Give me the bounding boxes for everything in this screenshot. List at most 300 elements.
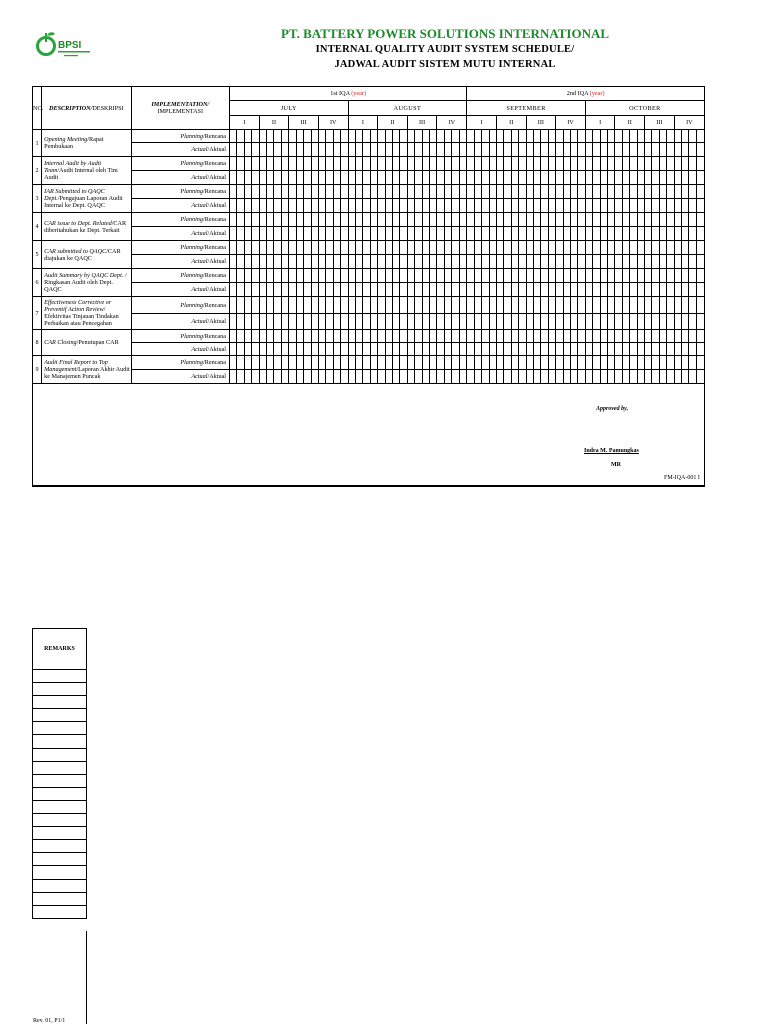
- actual-cell[interactable]: [667, 199, 674, 213]
- planning-cell[interactable]: [519, 130, 526, 143]
- planning-cell[interactable]: [237, 241, 244, 255]
- planning-cell[interactable]: [407, 157, 414, 171]
- actual-cell[interactable]: [430, 171, 437, 185]
- actual-cell[interactable]: [608, 227, 615, 241]
- planning-cell[interactable]: [511, 213, 518, 227]
- actual-cell[interactable]: [667, 283, 674, 297]
- remarks-cell[interactable]: [33, 814, 87, 827]
- planning-cell[interactable]: [696, 213, 704, 227]
- actual-cell[interactable]: [674, 227, 681, 241]
- actual-cell[interactable]: [593, 314, 600, 330]
- planning-cell[interactable]: [682, 213, 689, 227]
- actual-cell[interactable]: [378, 143, 385, 157]
- planning-cell[interactable]: [541, 213, 548, 227]
- actual-cell[interactable]: [600, 343, 607, 356]
- actual-cell[interactable]: [311, 227, 318, 241]
- actual-cell[interactable]: [689, 227, 696, 241]
- actual-cell[interactable]: [689, 143, 696, 157]
- planning-cell[interactable]: [311, 241, 318, 255]
- actual-cell[interactable]: [511, 227, 518, 241]
- planning-cell[interactable]: [348, 185, 355, 199]
- actual-cell[interactable]: [608, 370, 615, 384]
- actual-cell[interactable]: [696, 199, 704, 213]
- actual-cell[interactable]: [593, 199, 600, 213]
- planning-cell[interactable]: [333, 297, 340, 314]
- actual-cell[interactable]: [437, 143, 444, 157]
- planning-cell[interactable]: [444, 269, 451, 283]
- planning-cell[interactable]: [652, 157, 659, 171]
- actual-cell[interactable]: [541, 227, 548, 241]
- actual-cell[interactable]: [252, 283, 259, 297]
- planning-cell[interactable]: [637, 297, 644, 314]
- planning-cell[interactable]: [570, 356, 577, 370]
- planning-cell[interactable]: [600, 297, 607, 314]
- actual-cell[interactable]: [407, 343, 414, 356]
- planning-cell[interactable]: [430, 269, 437, 283]
- actual-cell[interactable]: [415, 199, 422, 213]
- actual-cell[interactable]: [267, 227, 274, 241]
- planning-cell[interactable]: [304, 157, 311, 171]
- planning-cell[interactable]: [259, 297, 266, 314]
- actual-cell[interactable]: [452, 343, 459, 356]
- planning-cell[interactable]: [289, 297, 296, 314]
- planning-cell[interactable]: [289, 213, 296, 227]
- actual-cell[interactable]: [452, 314, 459, 330]
- actual-cell[interactable]: [622, 283, 629, 297]
- actual-cell[interactable]: [630, 255, 637, 269]
- actual-cell[interactable]: [504, 143, 511, 157]
- planning-cell[interactable]: [392, 269, 399, 283]
- planning-cell[interactable]: [430, 297, 437, 314]
- planning-cell[interactable]: [489, 330, 496, 343]
- planning-cell[interactable]: [415, 213, 422, 227]
- planning-cell[interactable]: [696, 130, 704, 143]
- actual-cell[interactable]: [444, 227, 451, 241]
- actual-cell[interactable]: [519, 343, 526, 356]
- actual-cell[interactable]: [593, 343, 600, 356]
- planning-cell[interactable]: [252, 241, 259, 255]
- actual-cell[interactable]: [519, 283, 526, 297]
- planning-cell[interactable]: [400, 269, 407, 283]
- planning-cell[interactable]: [230, 185, 237, 199]
- planning-cell[interactable]: [696, 297, 704, 314]
- actual-cell[interactable]: [622, 370, 629, 384]
- actual-cell[interactable]: [244, 143, 251, 157]
- planning-cell[interactable]: [318, 356, 325, 370]
- actual-cell[interactable]: [259, 255, 266, 269]
- planning-cell[interactable]: [637, 213, 644, 227]
- planning-cell[interactable]: [645, 130, 652, 143]
- actual-cell[interactable]: [482, 199, 489, 213]
- actual-cell[interactable]: [608, 199, 615, 213]
- actual-cell[interactable]: [645, 343, 652, 356]
- planning-cell[interactable]: [437, 213, 444, 227]
- actual-cell[interactable]: [533, 370, 540, 384]
- actual-cell[interactable]: [274, 314, 281, 330]
- planning-cell[interactable]: [333, 157, 340, 171]
- planning-cell[interactable]: [304, 185, 311, 199]
- planning-cell[interactable]: [385, 269, 392, 283]
- planning-cell[interactable]: [318, 185, 325, 199]
- actual-cell[interactable]: [682, 199, 689, 213]
- planning-cell[interactable]: [504, 157, 511, 171]
- planning-cell[interactable]: [659, 297, 666, 314]
- actual-cell[interactable]: [400, 199, 407, 213]
- actual-cell[interactable]: [563, 143, 570, 157]
- planning-cell[interactable]: [304, 297, 311, 314]
- planning-cell[interactable]: [378, 157, 385, 171]
- planning-cell[interactable]: [415, 330, 422, 343]
- actual-cell[interactable]: [244, 255, 251, 269]
- planning-cell[interactable]: [259, 330, 266, 343]
- planning-cell[interactable]: [504, 213, 511, 227]
- planning-cell[interactable]: [230, 213, 237, 227]
- planning-cell[interactable]: [659, 241, 666, 255]
- actual-cell[interactable]: [348, 227, 355, 241]
- actual-cell[interactable]: [667, 171, 674, 185]
- actual-cell[interactable]: [378, 255, 385, 269]
- actual-cell[interactable]: [311, 143, 318, 157]
- actual-cell[interactable]: [541, 343, 548, 356]
- actual-cell[interactable]: [489, 343, 496, 356]
- remarks-cell[interactable]: [33, 800, 87, 813]
- actual-cell[interactable]: [452, 283, 459, 297]
- planning-cell[interactable]: [519, 241, 526, 255]
- actual-cell[interactable]: [267, 343, 274, 356]
- planning-cell[interactable]: [519, 157, 526, 171]
- planning-cell[interactable]: [645, 269, 652, 283]
- planning-cell[interactable]: [496, 130, 503, 143]
- actual-cell[interactable]: [519, 227, 526, 241]
- planning-cell[interactable]: [437, 157, 444, 171]
- actual-cell[interactable]: [392, 255, 399, 269]
- planning-cell[interactable]: [252, 157, 259, 171]
- actual-cell[interactable]: [326, 283, 333, 297]
- planning-cell[interactable]: [459, 130, 467, 143]
- actual-cell[interactable]: [281, 227, 288, 241]
- planning-cell[interactable]: [630, 356, 637, 370]
- planning-cell[interactable]: [652, 330, 659, 343]
- planning-cell[interactable]: [622, 130, 629, 143]
- actual-cell[interactable]: [570, 370, 577, 384]
- actual-cell[interactable]: [467, 199, 474, 213]
- actual-cell[interactable]: [318, 314, 325, 330]
- actual-cell[interactable]: [585, 343, 592, 356]
- actual-cell[interactable]: [259, 227, 266, 241]
- actual-cell[interactable]: [311, 255, 318, 269]
- planning-cell[interactable]: [600, 157, 607, 171]
- actual-cell[interactable]: [274, 199, 281, 213]
- planning-cell[interactable]: [385, 241, 392, 255]
- planning-cell[interactable]: [504, 185, 511, 199]
- planning-cell[interactable]: [437, 130, 444, 143]
- actual-cell[interactable]: [378, 343, 385, 356]
- planning-cell[interactable]: [548, 157, 555, 171]
- planning-cell[interactable]: [615, 157, 622, 171]
- planning-cell[interactable]: [296, 241, 303, 255]
- planning-cell[interactable]: [608, 157, 615, 171]
- actual-cell[interactable]: [237, 314, 244, 330]
- planning-cell[interactable]: [444, 157, 451, 171]
- actual-cell[interactable]: [652, 255, 659, 269]
- planning-cell[interactable]: [578, 356, 585, 370]
- actual-cell[interactable]: [526, 171, 533, 185]
- actual-cell[interactable]: [259, 314, 266, 330]
- planning-cell[interactable]: [608, 241, 615, 255]
- planning-cell[interactable]: [615, 213, 622, 227]
- planning-cell[interactable]: [400, 213, 407, 227]
- planning-cell[interactable]: [459, 356, 467, 370]
- actual-cell[interactable]: [474, 199, 481, 213]
- planning-cell[interactable]: [326, 130, 333, 143]
- planning-cell[interactable]: [326, 213, 333, 227]
- planning-cell[interactable]: [504, 330, 511, 343]
- actual-cell[interactable]: [304, 199, 311, 213]
- planning-cell[interactable]: [281, 213, 288, 227]
- planning-cell[interactable]: [659, 213, 666, 227]
- planning-cell[interactable]: [452, 356, 459, 370]
- actual-cell[interactable]: [652, 283, 659, 297]
- actual-cell[interactable]: [318, 143, 325, 157]
- actual-cell[interactable]: [259, 171, 266, 185]
- actual-cell[interactable]: [318, 343, 325, 356]
- planning-cell[interactable]: [519, 356, 526, 370]
- planning-cell[interactable]: [348, 241, 355, 255]
- actual-cell[interactable]: [689, 314, 696, 330]
- actual-cell[interactable]: [526, 255, 533, 269]
- planning-cell[interactable]: [311, 185, 318, 199]
- planning-cell[interactable]: [311, 330, 318, 343]
- planning-cell[interactable]: [489, 241, 496, 255]
- actual-cell[interactable]: [289, 143, 296, 157]
- planning-cell[interactable]: [585, 130, 592, 143]
- actual-cell[interactable]: [630, 283, 637, 297]
- planning-cell[interactable]: [296, 330, 303, 343]
- actual-cell[interactable]: [548, 283, 555, 297]
- actual-cell[interactable]: [600, 143, 607, 157]
- planning-cell[interactable]: [244, 185, 251, 199]
- planning-cell[interactable]: [289, 330, 296, 343]
- actual-cell[interactable]: [392, 227, 399, 241]
- planning-cell[interactable]: [230, 330, 237, 343]
- actual-cell[interactable]: [593, 255, 600, 269]
- planning-cell[interactable]: [355, 213, 362, 227]
- planning-cell[interactable]: [652, 269, 659, 283]
- actual-cell[interactable]: [400, 314, 407, 330]
- planning-cell[interactable]: [622, 269, 629, 283]
- planning-cell[interactable]: [415, 297, 422, 314]
- actual-cell[interactable]: [378, 283, 385, 297]
- actual-cell[interactable]: [437, 227, 444, 241]
- planning-cell[interactable]: [526, 157, 533, 171]
- planning-cell[interactable]: [407, 356, 414, 370]
- actual-cell[interactable]: [437, 370, 444, 384]
- actual-cell[interactable]: [318, 255, 325, 269]
- actual-cell[interactable]: [630, 370, 637, 384]
- planning-cell[interactable]: [682, 297, 689, 314]
- planning-cell[interactable]: [378, 297, 385, 314]
- actual-cell[interactable]: [578, 171, 585, 185]
- planning-cell[interactable]: [444, 356, 451, 370]
- actual-cell[interactable]: [511, 255, 518, 269]
- actual-cell[interactable]: [333, 171, 340, 185]
- planning-cell[interactable]: [556, 130, 563, 143]
- planning-cell[interactable]: [333, 330, 340, 343]
- actual-cell[interactable]: [274, 143, 281, 157]
- planning-cell[interactable]: [593, 213, 600, 227]
- planning-cell[interactable]: [482, 356, 489, 370]
- planning-cell[interactable]: [570, 269, 577, 283]
- actual-cell[interactable]: [348, 199, 355, 213]
- planning-cell[interactable]: [333, 241, 340, 255]
- actual-cell[interactable]: [659, 343, 666, 356]
- actual-cell[interactable]: [482, 255, 489, 269]
- planning-cell[interactable]: [489, 297, 496, 314]
- planning-cell[interactable]: [430, 356, 437, 370]
- planning-cell[interactable]: [593, 297, 600, 314]
- actual-cell[interactable]: [407, 370, 414, 384]
- actual-cell[interactable]: [533, 343, 540, 356]
- actual-cell[interactable]: [467, 255, 474, 269]
- planning-cell[interactable]: [533, 330, 540, 343]
- planning-cell[interactable]: [637, 269, 644, 283]
- planning-cell[interactable]: [645, 297, 652, 314]
- actual-cell[interactable]: [482, 370, 489, 384]
- planning-cell[interactable]: [682, 157, 689, 171]
- actual-cell[interactable]: [244, 227, 251, 241]
- actual-cell[interactable]: [467, 143, 474, 157]
- actual-cell[interactable]: [519, 171, 526, 185]
- planning-cell[interactable]: [230, 269, 237, 283]
- planning-cell[interactable]: [326, 185, 333, 199]
- actual-cell[interactable]: [615, 171, 622, 185]
- actual-cell[interactable]: [392, 171, 399, 185]
- planning-cell[interactable]: [363, 297, 370, 314]
- planning-cell[interactable]: [496, 297, 503, 314]
- planning-cell[interactable]: [689, 157, 696, 171]
- planning-cell[interactable]: [341, 213, 348, 227]
- actual-cell[interactable]: [511, 314, 518, 330]
- actual-cell[interactable]: [385, 314, 392, 330]
- actual-cell[interactable]: [600, 283, 607, 297]
- actual-cell[interactable]: [281, 343, 288, 356]
- planning-cell[interactable]: [370, 269, 377, 283]
- planning-cell[interactable]: [459, 241, 467, 255]
- actual-cell[interactable]: [444, 255, 451, 269]
- actual-cell[interactable]: [615, 143, 622, 157]
- planning-cell[interactable]: [541, 297, 548, 314]
- planning-cell[interactable]: [667, 330, 674, 343]
- actual-cell[interactable]: [430, 283, 437, 297]
- planning-cell[interactable]: [674, 213, 681, 227]
- actual-cell[interactable]: [341, 171, 348, 185]
- planning-cell[interactable]: [533, 297, 540, 314]
- actual-cell[interactable]: [659, 227, 666, 241]
- planning-cell[interactable]: [333, 130, 340, 143]
- actual-cell[interactable]: [563, 370, 570, 384]
- actual-cell[interactable]: [652, 143, 659, 157]
- actual-cell[interactable]: [230, 227, 237, 241]
- actual-cell[interactable]: [615, 314, 622, 330]
- actual-cell[interactable]: [415, 283, 422, 297]
- actual-cell[interactable]: [407, 143, 414, 157]
- planning-cell[interactable]: [407, 241, 414, 255]
- actual-cell[interactable]: [385, 370, 392, 384]
- actual-cell[interactable]: [682, 143, 689, 157]
- actual-cell[interactable]: [422, 255, 429, 269]
- planning-cell[interactable]: [274, 356, 281, 370]
- actual-cell[interactable]: [281, 143, 288, 157]
- actual-cell[interactable]: [645, 370, 652, 384]
- planning-cell[interactable]: [674, 157, 681, 171]
- actual-cell[interactable]: [407, 255, 414, 269]
- planning-cell[interactable]: [548, 269, 555, 283]
- planning-cell[interactable]: [363, 130, 370, 143]
- planning-cell[interactable]: [422, 130, 429, 143]
- planning-cell[interactable]: [526, 356, 533, 370]
- planning-cell[interactable]: [370, 213, 377, 227]
- actual-cell[interactable]: [674, 314, 681, 330]
- actual-cell[interactable]: [348, 314, 355, 330]
- planning-cell[interactable]: [252, 269, 259, 283]
- planning-cell[interactable]: [600, 269, 607, 283]
- planning-cell[interactable]: [556, 157, 563, 171]
- planning-cell[interactable]: [585, 356, 592, 370]
- actual-cell[interactable]: [519, 370, 526, 384]
- actual-cell[interactable]: [689, 199, 696, 213]
- planning-cell[interactable]: [689, 330, 696, 343]
- planning-cell[interactable]: [533, 185, 540, 199]
- actual-cell[interactable]: [496, 143, 503, 157]
- planning-cell[interactable]: [281, 297, 288, 314]
- planning-cell[interactable]: [474, 297, 481, 314]
- actual-cell[interactable]: [230, 343, 237, 356]
- planning-cell[interactable]: [444, 297, 451, 314]
- actual-cell[interactable]: [615, 343, 622, 356]
- actual-cell[interactable]: [467, 370, 474, 384]
- actual-cell[interactable]: [355, 343, 362, 356]
- actual-cell[interactable]: [674, 171, 681, 185]
- actual-cell[interactable]: [430, 199, 437, 213]
- actual-cell[interactable]: [363, 227, 370, 241]
- actual-cell[interactable]: [392, 143, 399, 157]
- planning-cell[interactable]: [348, 356, 355, 370]
- actual-cell[interactable]: [348, 370, 355, 384]
- planning-cell[interactable]: [548, 241, 555, 255]
- planning-cell[interactable]: [244, 297, 251, 314]
- planning-cell[interactable]: [281, 356, 288, 370]
- actual-cell[interactable]: [244, 314, 251, 330]
- planning-cell[interactable]: [593, 356, 600, 370]
- actual-cell[interactable]: [326, 143, 333, 157]
- planning-cell[interactable]: [504, 130, 511, 143]
- actual-cell[interactable]: [459, 314, 467, 330]
- planning-cell[interactable]: [556, 269, 563, 283]
- planning-cell[interactable]: [652, 213, 659, 227]
- planning-cell[interactable]: [652, 241, 659, 255]
- actual-cell[interactable]: [370, 255, 377, 269]
- planning-cell[interactable]: [318, 130, 325, 143]
- planning-cell[interactable]: [274, 157, 281, 171]
- actual-cell[interactable]: [696, 343, 704, 356]
- actual-cell[interactable]: [548, 143, 555, 157]
- actual-cell[interactable]: [422, 343, 429, 356]
- actual-cell[interactable]: [274, 343, 281, 356]
- planning-cell[interactable]: [400, 297, 407, 314]
- actual-cell[interactable]: [237, 171, 244, 185]
- planning-cell[interactable]: [318, 157, 325, 171]
- actual-cell[interactable]: [474, 143, 481, 157]
